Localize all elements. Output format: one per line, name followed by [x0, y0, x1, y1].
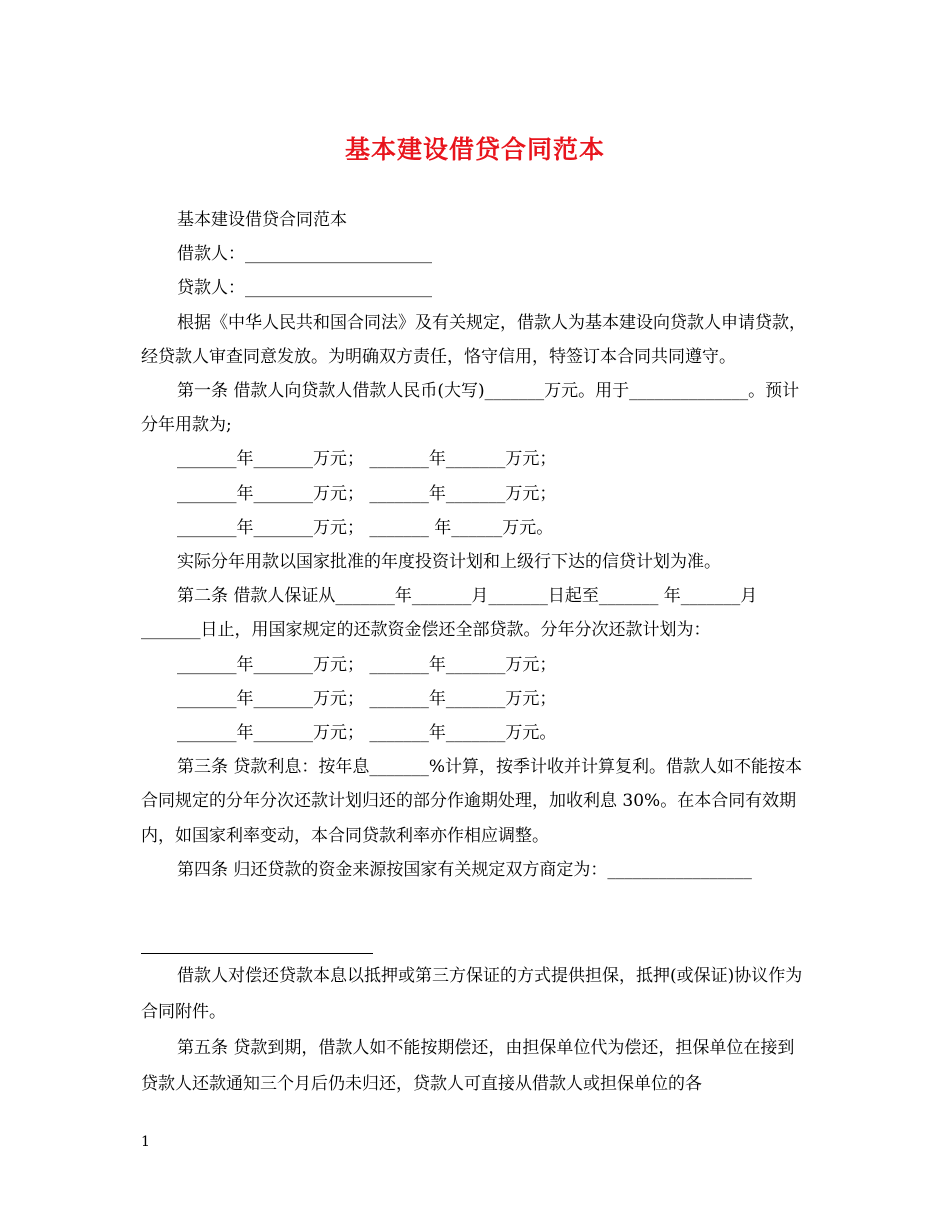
paragraph-repayment-1: _______年_______万元； _______年_______万元；	[177, 654, 557, 675]
document-title: 基本建设借贷合同范本	[344, 135, 605, 164]
document-body-continued	[141, 958, 811, 1102]
page-number: 1	[141, 1134, 150, 1150]
paragraph-heading: 基本建设借贷合同范本	[177, 210, 347, 230]
paragraph-yearly-use-1: _______年_______万元； _______年_______万元；	[177, 449, 557, 470]
paragraph-actual-use: 实际分年用款以国家批准的年度投资计划和上级行下达的信贷计划为准。	[177, 552, 721, 573]
paragraph-repayment-3: _______年_______万元； _______年_______万元。	[177, 723, 557, 744]
paragraph-repayment-2: _______年_______万元； _______年_______万元；	[177, 688, 557, 709]
paragraph-guarantee: 借款人对偿还贷款本息以抵押或第三方保证的方式提供担保，抵押(或保证)协议作为合同附件。	[141, 966, 803, 1022]
paragraph-article-5: 第五条 贷款到期，借款人如不能按期偿还，由担保单位代为偿还，担保单位在接到贷款人还款通知三个月后仍未归还，贷款人可直接从借款人或担保单位的各	[141, 1038, 795, 1094]
paragraph-yearly-use-2: _______年_______万元； _______年_______万元；	[177, 483, 557, 504]
paragraph-article-2: 第二条 借款人保证从_______年_______月_______日起至_______ 年_______月_______日止，用国家规定的还款资金偿还全部贷款。分年分次还款计划为：	[141, 586, 758, 641]
paragraph-article-1: 第一条 借款人向贷款人借款人民币(大写)_______万元。用于______________。预计分年用款为;	[141, 381, 800, 436]
paragraph-yearly-use-3: _______年_______万元； _______ 年______万元。	[177, 517, 554, 538]
paragraph-lender: 贷款人：______________________	[177, 278, 432, 299]
paragraph-borrower: 借款人：______________________	[177, 244, 432, 265]
paragraph-article-4: 第四条 归还贷款的资金来源按国家有关规定双方商定为：_________________	[177, 859, 752, 880]
blank-line-divider	[141, 953, 373, 954]
paragraph-preamble: 根据《中华人民共和国合同法》及有关规定，借款人为基本建设向贷款人申请贷款，经贷款人审查同意发放。为明确双方责任，恪守信用，特签订本合同共同遵守。	[141, 312, 806, 367]
document-body	[141, 203, 811, 887]
paragraph-article-3: 第三条 贷款利息：按年息_______%计算，按季计收并计算复利。借款人如不能按本合同规定的分年分次还款计划归还的部分作逾期处理，加收利息 30%。在本合同有效期内，如国家利率变动，本合同贷款利率亦作相应调整。	[141, 757, 803, 846]
